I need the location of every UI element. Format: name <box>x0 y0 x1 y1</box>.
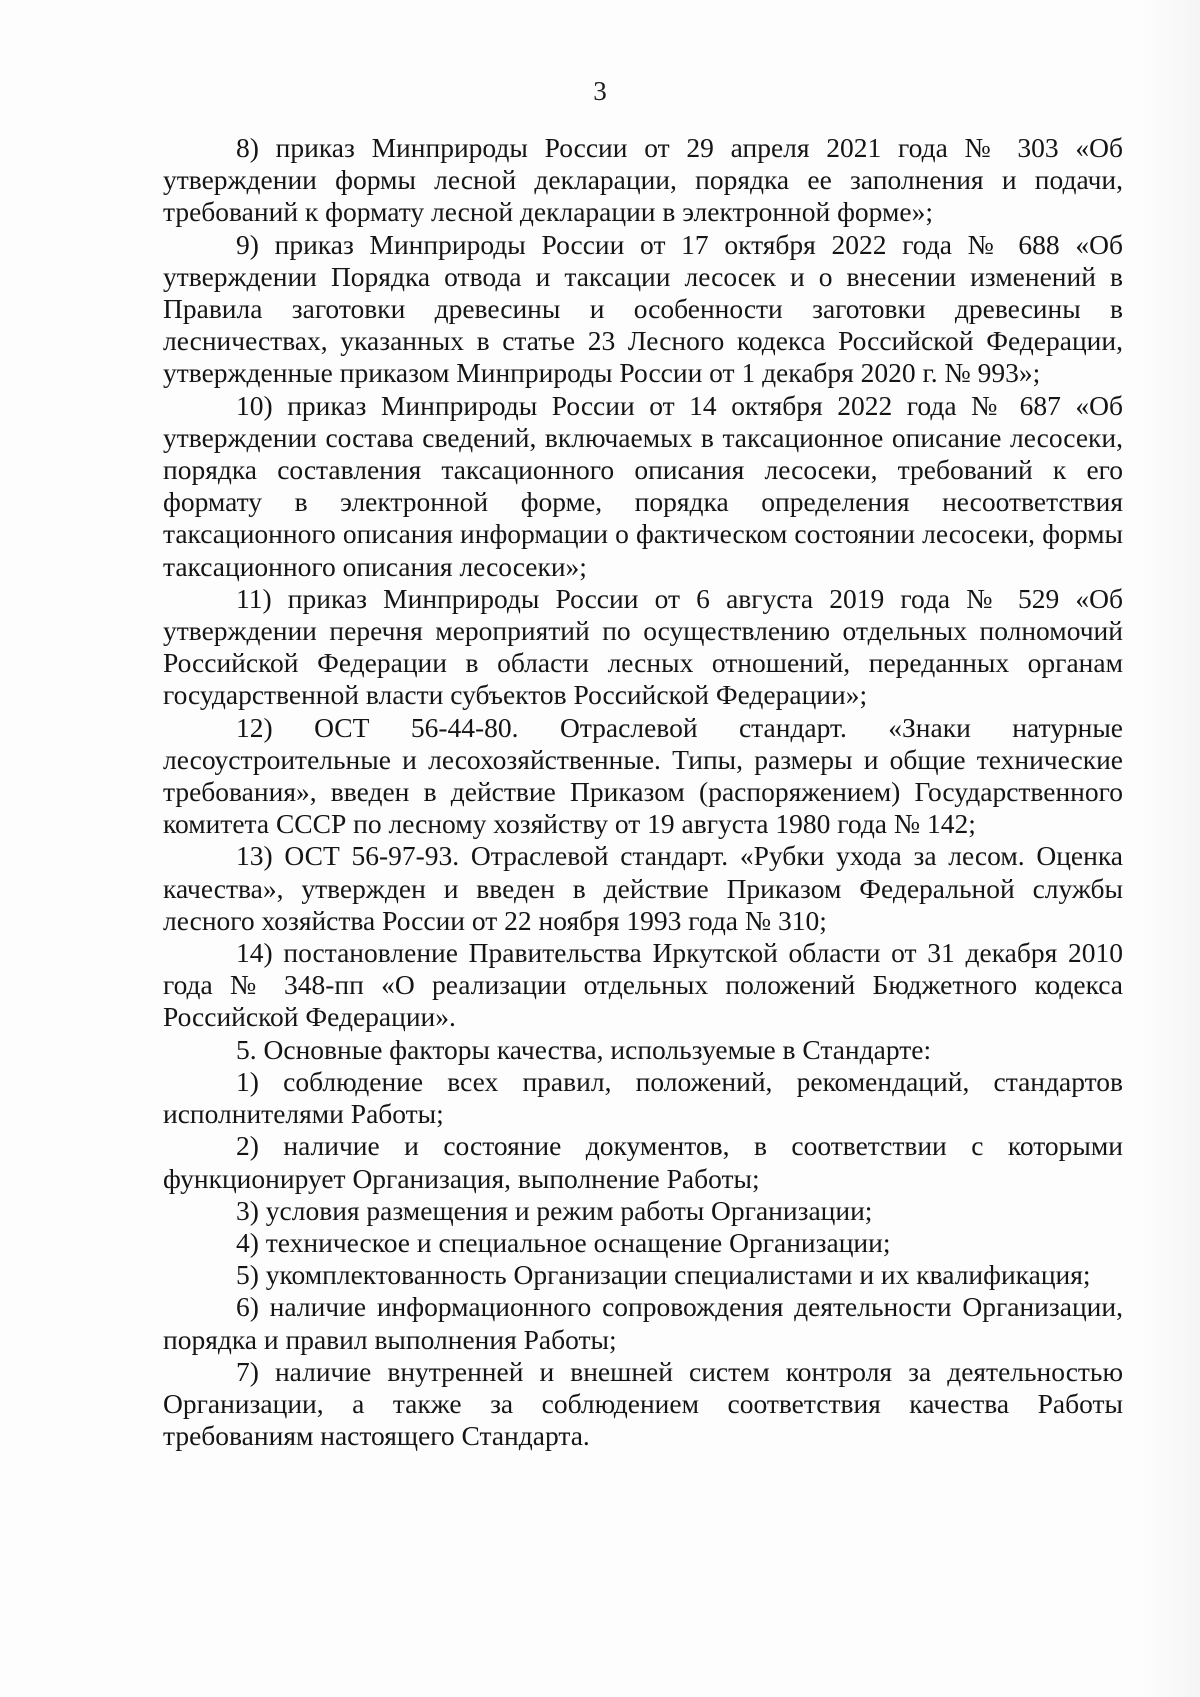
page-number: 3 <box>593 76 607 106</box>
quality-factor-1: 1) соблюдение всех правил, положений, рекомендаций, стандартов исполнителями Работы; <box>163 1065 1123 1130</box>
quality-factor-6: 6) наличие информационного сопровождения деятельности Организации, порядка и правил выполнения Работы; <box>163 1291 1123 1355</box>
document-body <box>163 132 1123 1452</box>
paragraph-item-12: 12) ОСТ 56-44-80. Отраслевой стандарт. «Знаки натурные лесоустроительные и лесохозяйственные. Типы, размеры и общие технические требования», введен в действие Приказом (распоряжением) Государственного комитета СССР по лесному хозяйству от 19 августа 1980 года № 142; <box>163 711 1123 840</box>
paragraph-item-8: 8) приказ Минприроды России от 29 апреля 2021 года № 303 «Об утверждении формы лесной декларации, порядка ее заполнения и подачи, требований к формату лесной декларации в электронной форме»; <box>163 132 1123 228</box>
quality-factor-4: 4) техническое и специальное оснащение Организации; <box>236 1226 891 1258</box>
paragraph-item-9: 9) приказ Минприроды России от 17 октября 2022 года № 688 «Об утверждении Порядка отвода и таксации лесосек и о внесении изменений в Правила заготовки древесины и особенности заготовки древесины в лесничествах, указанных в статье 23 Лесного кодекса Российской Федерации, утвержденные приказом Минприроды России от 1 декабря 2020 г. № 993»; <box>163 228 1123 389</box>
paragraph-item-13: 13) ОСТ 56-97-93. Отраслевой стандарт. «Рубки ухода за лесом. Оценка качества», утвержден и введен в действие Приказом Федеральной службы лесного хозяйства России от 22 ноября 1993 года № 310; <box>163 840 1123 936</box>
paragraph-item-11: 11) приказ Минприроды России от 6 августа 2019 года № 529 «Об утверждении перечня мероприятий по осуществлению отдельных полномочий Российской Федерации в области лесных отношений, переданных органам государственной власти субъектов Российской Федерации»; <box>163 582 1123 711</box>
quality-factor-5: 5) укомплектованность Организации специалистами и их квалификация; <box>236 1259 1091 1291</box>
quality-factor-7: 7) наличие внутренней и внешней систем контроля за деятельностью Организации, а также за соблюдением соответствия качества Работы требованиям настоящего Стандарта. <box>163 1355 1123 1452</box>
paragraph-item-10: 10) приказ Минприроды России от 14 октября 2022 года № 687 «Об утверждении состава сведений, включаемых в таксационное описание лесосеки, порядка составления таксационного описания лесосеки, требований к его формату в электронной форме, порядка определения несоответствия таксационного описания информации о фактическом состоянии лесосеки, формы таксационного описания лесосеки»; <box>163 389 1123 582</box>
paragraph-item-14: 14) постановление Правительства Иркутской области от 31 декабря 2010 года № 348-пп «О реализации отдельных положений Бюджетного кодекса Российской Федерации». <box>163 937 1123 1033</box>
section-5-heading: 5. Основные факторы качества, используемые в Стандарте: <box>236 1033 932 1065</box>
quality-factor-3: 3) условия размещения и режим работы Организации; <box>236 1194 873 1226</box>
quality-factor-2: 2) наличие и состояние документов, в соответствии с которыми функционирует Организация, выполнение Работы; <box>163 1130 1123 1194</box>
scan-edge-shading <box>1140 0 1200 1697</box>
